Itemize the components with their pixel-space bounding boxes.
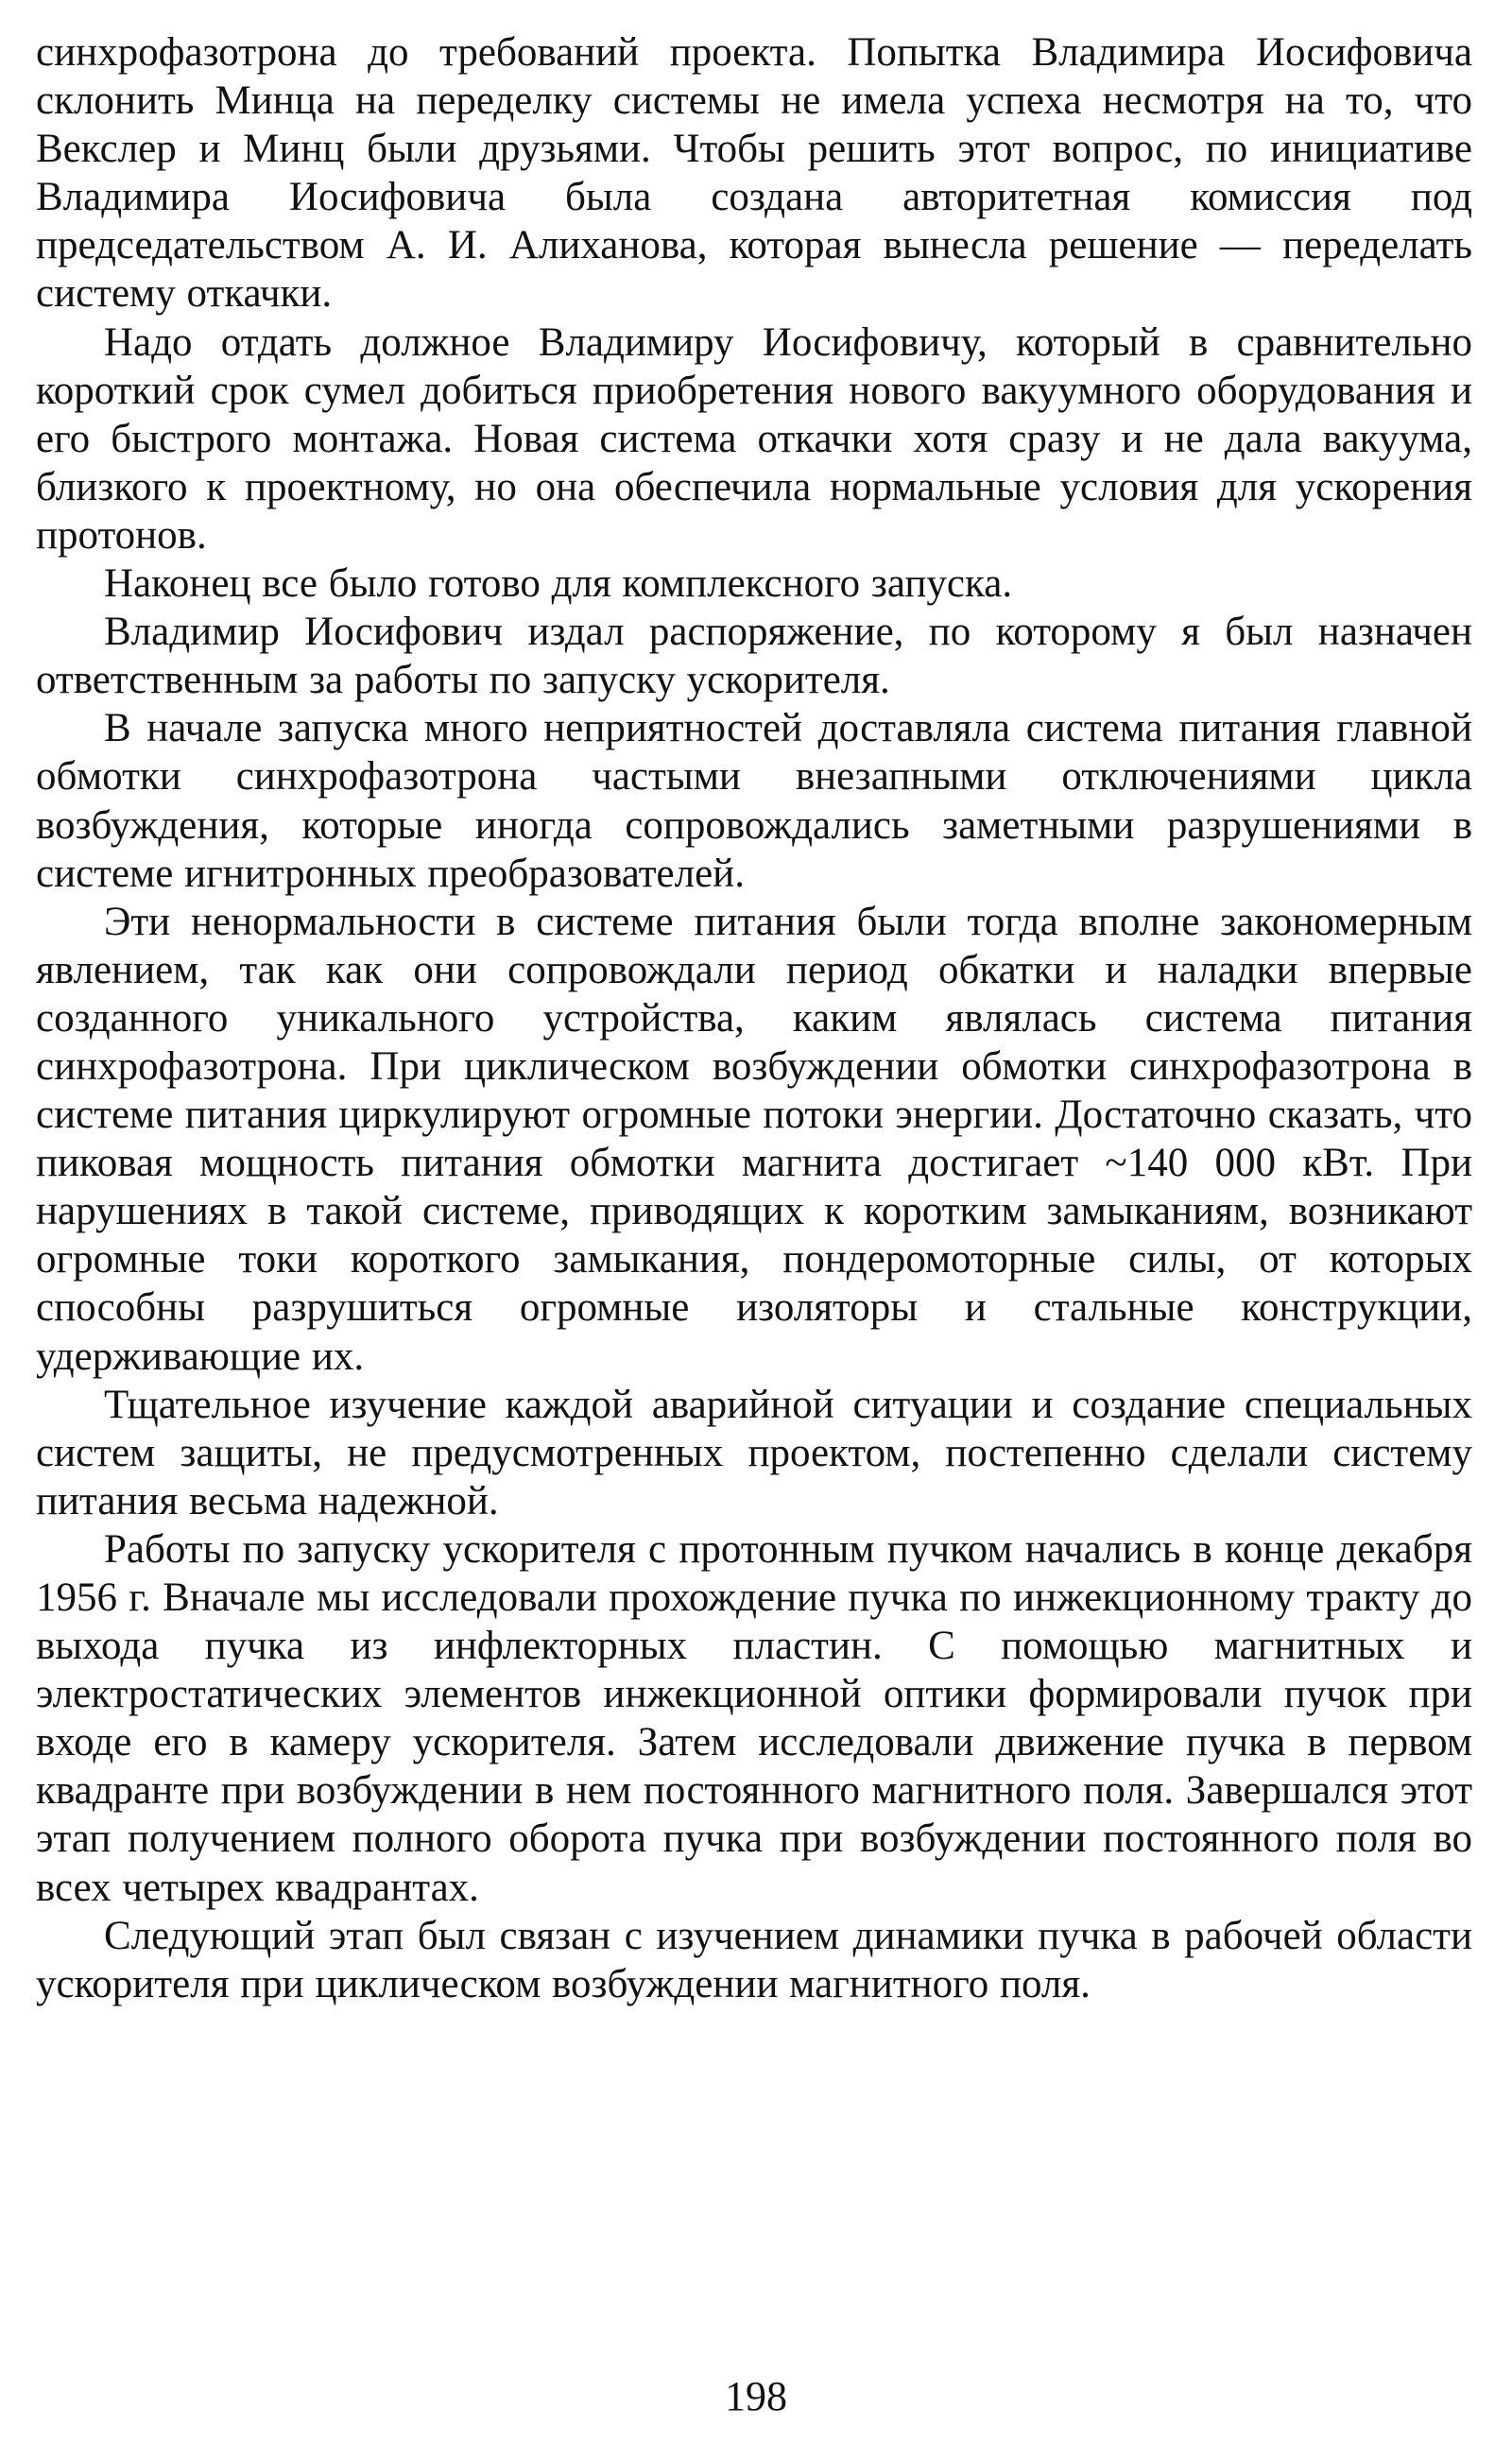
paragraph-8: Работы по запуску ускорителя с протонным пучком начались в конце декабря 1956 г. Вначале мы исследовали прохождение пучка по инжекционному тракту до выхода пучка из инфлекторных пластин. С помощью магнитных и электростатических элементов инжекционной оптики формировали пучок при входе его в камеру ускорителя. Затем исследовали движение пучка в первом квадранте при возбуждении в нем постоянного магнитного поля. Завершался этот этап получением полного оборота пучка при возбуждении постоянного поля во всех четырех квадрантах.	[36, 1526, 1472, 1910]
page-number: 198	[725, 2373, 787, 2419]
paragraph-5: В начале запуска много неприятностей доставляла система питания главной обмотки синхрофазотрона частыми внезапными отключениями цикла возбуждения, которые иногда сопровождались заметными разрушениями в системе игнитронных преобразователей.	[36, 706, 1472, 896]
paragraph-6: Эти ненормальности в системе питания были тогда вполне закономерным явлением, так как они сопровождали период обкатки и наладки впервые созданного уникального устройства, каким являлась система питания синхрофазотрона. При циклическом возбуждении обмотки синхрофазотрона в системе питания циркулируют огромные потоки энергии. Достаточно сказать, что пиковая мощность питания обмотки магнита достигает ~140 000 кВт. При нарушениях в такой системе, приводящих к коротким замыканиям, возникают огромные токи короткого замыкания, пондеромоторные силы, от которых способны разрушиться огромные изоляторы и стальные конструкции, удерживающие их.	[36, 899, 1472, 1379]
paragraph-7: Тщательное изучение каждой аварийной ситуации и создание специальных систем защиты, не предусмотренных проектом, постепенно сделали систему питания весьма надежной.	[36, 1382, 1472, 1523]
paragraph-2: Надо отдать должное Владимиру Иосифовичу, который в сравнительно короткий срок сумел добиться приобретения нового вакуумного оборудования и его быстрого монтажа. Новая система откачки хотя сразу и не дала вакуума, близкого к проектному, но она обеспечила нормальные условия для ускорения протонов.	[36, 319, 1472, 558]
paragraph-3: Наконец все было готово для комплексного запуска.	[104, 561, 1013, 607]
page-body	[36, 28, 1472, 2008]
paragraph-1: синхрофазотрона до требований проекта. Попытка Владимира Иосифовича склонить Минца на переделку системы не имела успеха несмотря на то, что Векслер и Минц были друзьями. Чтобы решить этот вопрос, по инициативе Владимира Иосифовича была создана авторитетная комиссия под председательством А. И. Алиханова, которая вынесла решение — переделать систему откачки.	[36, 30, 1472, 317]
paragraph-4: Владимир Иосифович издал распоряжение, по которому я был назначен ответственным за работы по запуску ускорителя.	[36, 610, 1472, 703]
paragraph-9: Следующий этап был связан с изучением динамики пучка в рабочей области ускорителя при циклическом возбуждении магнитного поля.	[36, 1913, 1472, 2006]
